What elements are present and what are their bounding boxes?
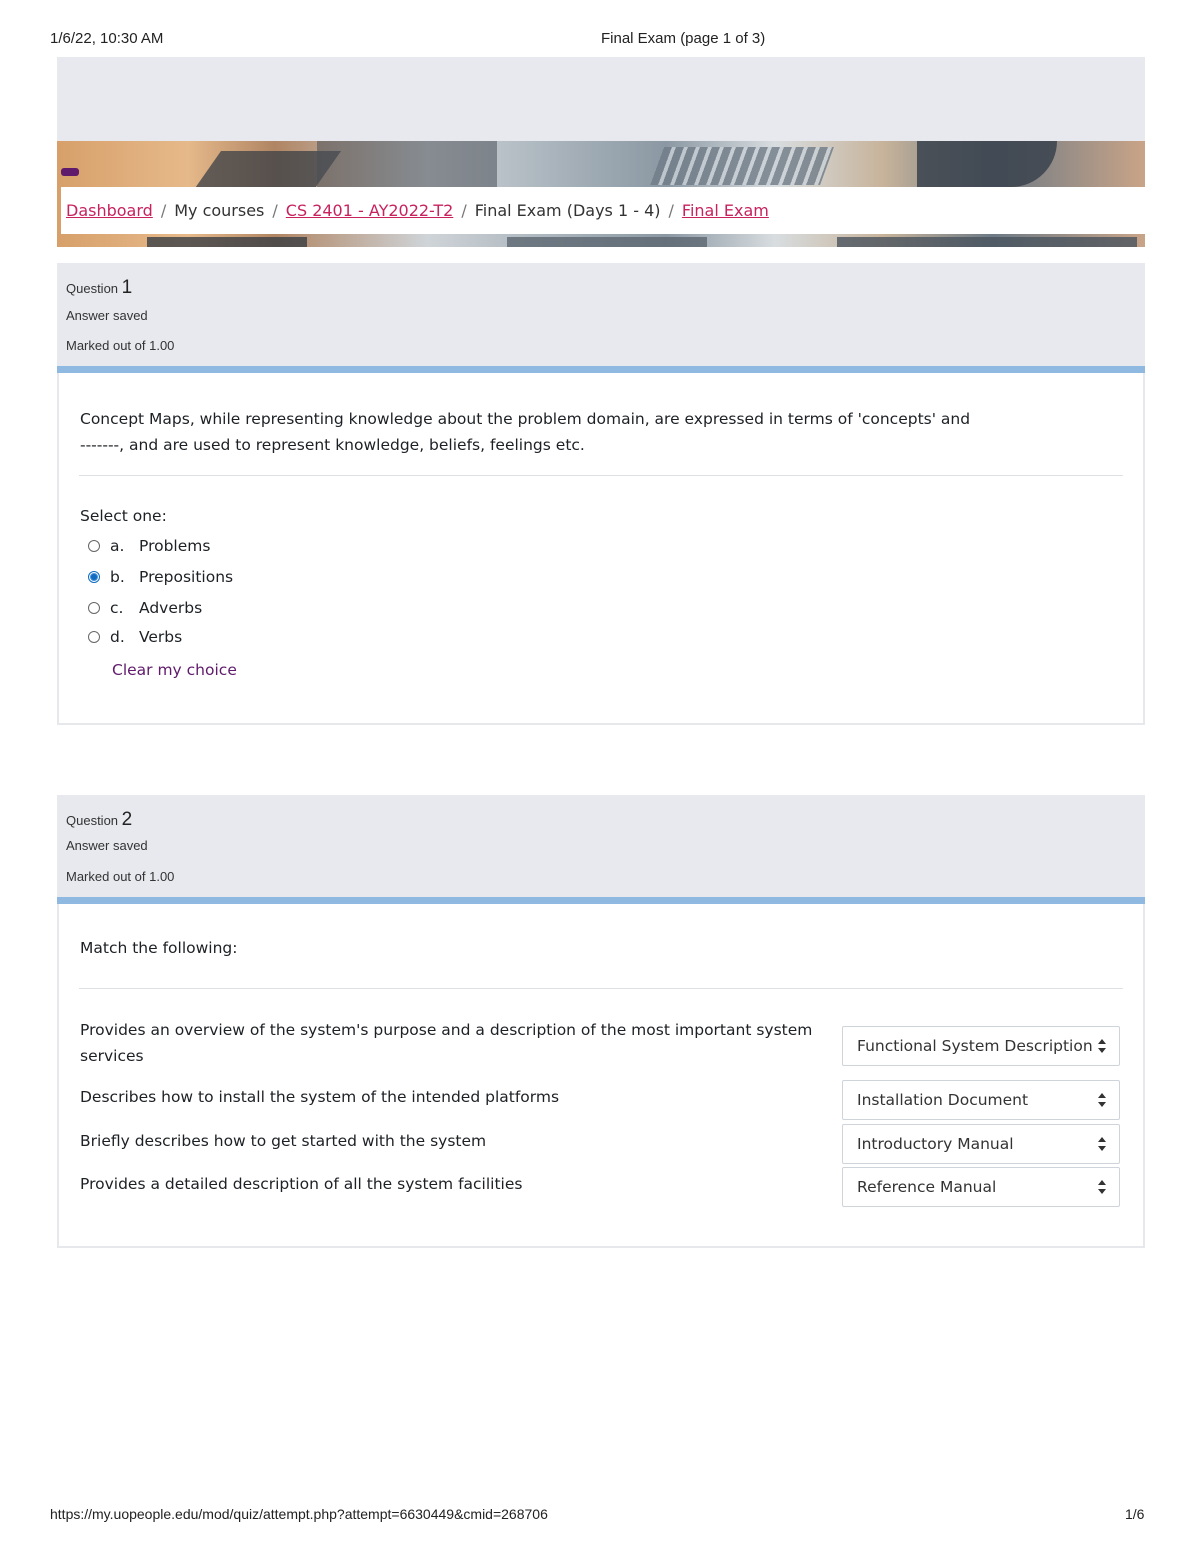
question-text-line: Concept Maps, while representing knowledge about the problem domain, are expressed in terms of 'concepts' and [80, 410, 971, 428]
breadcrumb-separator: / [461, 201, 467, 220]
match-select-1[interactable] [842, 1026, 1120, 1066]
question-1-accent-bar [57, 366, 1145, 373]
option-letter: d. [110, 628, 125, 646]
sort-arrows-icon [1097, 1037, 1107, 1055]
match-stem-text: Provides an overview of the system's purpose and a description of the most important system [80, 1021, 813, 1039]
print-url: https://my.uopeople.edu/mod/quiz/attempt.php?attempt=6630449&cmid=268706 [50, 1506, 548, 1522]
print-page-number: 1/6 [1125, 1506, 1145, 1522]
option-letter: c. [110, 599, 124, 617]
breadcrumb-quiz-link[interactable]: Final Exam [681, 201, 769, 220]
question-2-text: Match the following: [80, 939, 238, 957]
radio-button[interactable] [88, 631, 100, 643]
print-datetime: 1/6/22, 10:30 AM [50, 30, 164, 47]
breadcrumb-separator: / [160, 201, 167, 220]
select-value: Functional System Description [857, 1037, 1093, 1055]
question-number [66, 809, 132, 831]
question-2-info [57, 795, 1145, 897]
match-select-2[interactable] [842, 1080, 1120, 1120]
radio-button[interactable] [88, 540, 100, 552]
page-header-band [57, 57, 1145, 141]
question-1-text [80, 406, 970, 458]
clear-choice-link[interactable]: Clear my choice [112, 661, 237, 679]
radio-button-selected[interactable] [88, 571, 100, 583]
breadcrumb-separator: / [272, 201, 278, 220]
question-text-line: -------, and are used to represent knowledge, beliefs, feelings etc. [80, 436, 585, 454]
answer-option-a[interactable] [88, 535, 210, 557]
question-number [66, 277, 132, 299]
breadcrumb-dashboard-link[interactable]: Dashboard [66, 201, 153, 220]
option-text: Problems [139, 537, 211, 555]
question-marks: Marked out of 1.00 [66, 869, 175, 884]
answer-option-d[interactable] [88, 626, 182, 648]
answer-option-c[interactable] [88, 597, 202, 619]
sort-arrows-icon [1097, 1091, 1107, 1109]
match-stem-2: Describes how to install the system of the intended platforms [80, 1088, 560, 1106]
match-select-3[interactable] [842, 1124, 1120, 1164]
question-number-value: 1 [121, 277, 133, 298]
question-1-info [57, 263, 1145, 366]
option-text: Adverbs [139, 599, 203, 617]
sort-arrows-icon [1097, 1135, 1107, 1153]
option-text: Prepositions [139, 568, 234, 586]
question-state: Answer saved [66, 838, 148, 853]
question-label: Question [66, 281, 119, 296]
print-page-title: Final Exam (page 1 of 3) [601, 30, 766, 47]
select-value: Installation Document [857, 1091, 1029, 1109]
question-marks: Marked out of 1.00 [66, 338, 175, 353]
sort-arrows-icon [1097, 1178, 1107, 1196]
breadcrumb-my-courses: My courses [174, 201, 265, 220]
breadcrumb [61, 187, 1145, 234]
match-stem-4: Provides a detailed description of all the system facilities [80, 1175, 523, 1193]
option-text: Verbs [139, 628, 183, 646]
select-value: Reference Manual [857, 1178, 997, 1196]
divider [79, 475, 1123, 476]
banner-accent-pill [61, 168, 79, 176]
option-letter: b. [110, 568, 125, 586]
breadcrumb-section: Final Exam (Days 1 - 4) [474, 201, 661, 220]
select-value: Introductory Manual [857, 1135, 1014, 1153]
question-state: Answer saved [66, 308, 148, 323]
match-stem-text: services [80, 1047, 144, 1065]
match-select-4[interactable] [842, 1167, 1120, 1207]
answer-prompt: Select one: [80, 507, 167, 525]
breadcrumb-course-link[interactable]: CS 2401 - AY2022-T2 [285, 201, 454, 220]
question-label: Question [66, 813, 119, 828]
divider [79, 988, 1123, 989]
radio-button[interactable] [88, 602, 100, 614]
breadcrumb-separator: / [668, 201, 674, 220]
match-stem-3: Briefly describes how to get started with the system [80, 1132, 487, 1150]
option-letter: a. [110, 537, 125, 555]
answer-option-b[interactable] [88, 566, 233, 588]
question-number-value: 2 [121, 809, 133, 830]
match-stem-1 [80, 1017, 820, 1069]
question-2-accent-bar [57, 897, 1145, 904]
